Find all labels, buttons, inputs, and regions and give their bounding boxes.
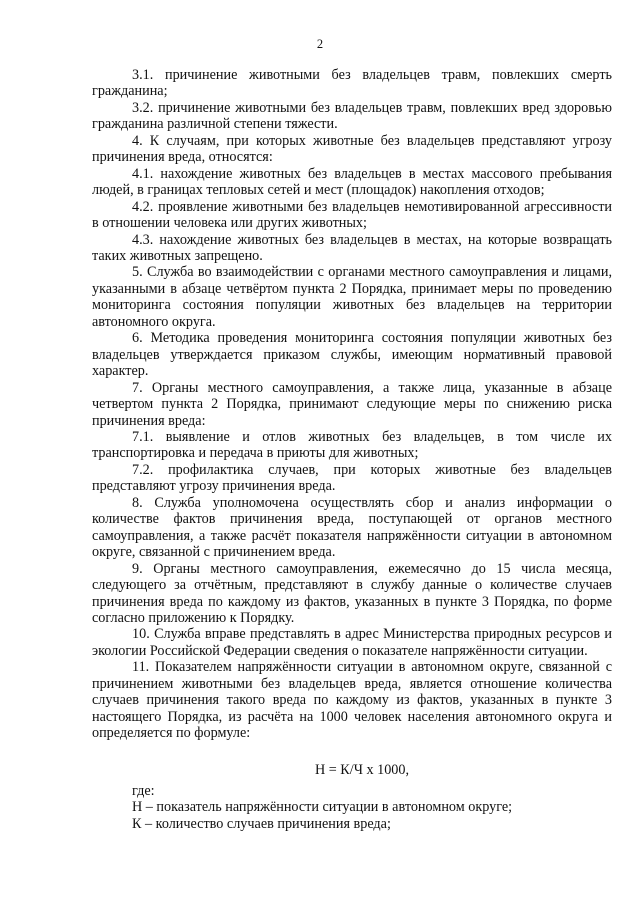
paragraph-3-2: 3.2. причинение животными без владельцев травм, повлекших вред здоровью гражданина различной степени тяжести. [92, 99, 612, 133]
definition-h: Н – показатель напряжённости ситуации в автономном округе; [132, 799, 513, 816]
paragraph-7-1: 7.1. выявление и отлов животных без владельцев, в том числе их транспортировка и передача в приюты для животных; [92, 428, 612, 462]
paragraph-4-2: 4.2. проявление животными без владельцев немотивированной агрессивности в отношении человека или других животных; [92, 198, 612, 232]
paragraph-6: 6. Методика проведения мониторинга состояния популяции животных без владельцев утверждается приказом службы, имеющим нормативный правовой характер. [92, 330, 612, 380]
paragraph-4: 4. К случаям, при которых животные без владельцев представляют угрозу причинения вреда, относятся: [92, 132, 612, 166]
document-body [92, 67, 612, 832]
paragraph-4-3: 4.3. нахождение животных без владельцев в местах, на которые возвращать таких животных запрещено. [92, 231, 612, 264]
paragraph-7-2: 7.2. профилактика случаев, при которых животные без владельцев представляют угрозу причинения вреда. [92, 461, 612, 495]
paragraph-10: 10. Служба вправе представлять в адрес Министерства природных ресурсов и экологии Российской Федерации сведения о показателе напряжённости ситуации. [92, 626, 612, 659]
where-label: где: [132, 783, 155, 800]
formula: Н = К/Ч х 1000, [314, 761, 410, 778]
paragraph-11: 11. Показателем напряжённости ситуации в автономном округе, связанной с причинением животными без владельцев вреда, является отношение количества случаев причинения такого вреда по каждому из фактов, указанных в пункте 3 настоящего Порядка, из расчёта на 1000 человек населения автономного округа и определяется по формуле: [92, 659, 612, 742]
paragraph-8: 8. Служба уполномочена осуществлять сбор и анализ информации о количестве фактов причинения вреда, поступающей от органов местного самоуправления, а также расчёт показателя напряжённости ситуации в автономном округе, связанной с причинением вреда. [92, 494, 612, 561]
paragraph-4-1: 4.1. нахождение животных без владельцев в местах массового пребывания людей, в границах тепловых сетей и мест (площадок) накопления отходов; [92, 165, 612, 199]
definition-k: К – количество случаев причинения вреда; [132, 815, 391, 832]
page-number: 2 [316, 37, 324, 51]
paragraph-7: 7. Органы местного самоуправления, а также лица, указанные в абзаце четвертом пункта 2 Порядка, принимают следующие меры по снижению риска причинения вреда: [92, 379, 612, 429]
paragraph-3-1: 3.1. причинение животными без владельцев травм, повлекших смерть гражданина; [92, 67, 612, 100]
paragraph-9: 9. Органы местного самоуправления, ежемесячно до 15 числа месяца, следующего за отчётным, представляют в службу данные о количестве случаев причинения вреда по каждому из фактов, указанных в пункте 3 Порядка, по форме согласно приложению к Порядку. [92, 560, 612, 626]
paragraph-5: 5. Служба во взаимодействии с органами местного самоуправления и лицами, указанными в абзаце четвёртом пункта 2 Порядка, принимает меры по проведению мониторинга состояния популяции животных без владельцев на территории автономного округа. [92, 264, 612, 330]
